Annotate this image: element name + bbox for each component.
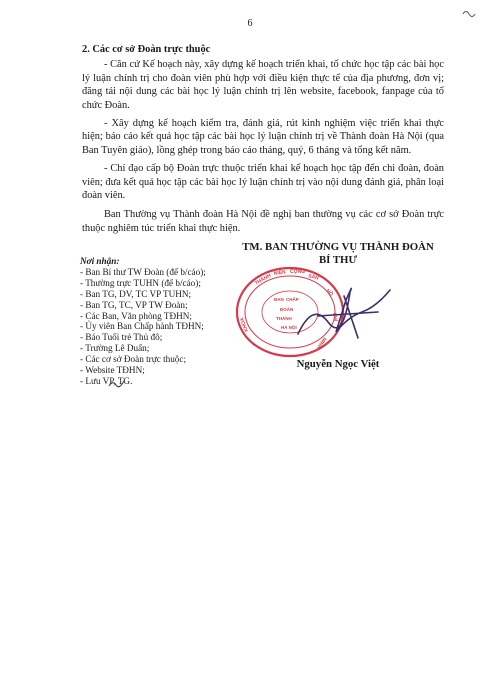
paragraph-2: - Xây dựng kế hoạch kiểm tra, đánh giá, rút kinh nghiệm việc triển khai thực hiện; báo cáo kết quả học tập các bài học lý luận chính trị về Thành đoàn Hà Nội (qua Ban Tuyên giáo), lồng ghép trong báo cáo tháng, quý, 6 tháng và tổng kết năm.	[82, 118, 444, 156]
signature-org: TM. BAN THƯỜNG VỤ THÀNH ĐOÀN	[242, 241, 434, 253]
svg-text:SẢN: SẢN	[307, 273, 320, 282]
svg-text:BAN: BAN	[274, 297, 284, 302]
paragraph-3: - Chỉ đạo cấp bộ Đoàn trực thuộc triển khai kế hoạch học tập đến chi đoàn, đoàn viên; đưa kết quả học tập các bài học lý luận chính trị vào nội dung đánh giá, phân loại đoàn viên.	[82, 163, 444, 202]
signature-title: BÍ THƯ	[318, 254, 358, 266]
handwritten-signature-icon	[258, 272, 408, 352]
svg-text:THÀNH: THÀNH	[254, 272, 273, 287]
signature-block	[228, 241, 448, 267]
svg-text:THÀNH: THÀNH	[276, 316, 292, 321]
recipient-item: - Ủy viên Ban Chấp hành TĐHN;	[80, 321, 204, 332]
section-body	[82, 43, 444, 240]
recipient-item: - Website TĐHN;	[80, 365, 145, 376]
recipient-item: - Ban TG, TC, VP TW Đoàn;	[80, 299, 188, 310]
recipients-label: Nơi nhận:	[80, 256, 120, 266]
svg-text:ĐOÀN: ĐOÀN	[280, 307, 294, 312]
initial-mark-icon	[108, 378, 126, 390]
svg-text:CỘNG: CỘNG	[290, 269, 305, 275]
recipient-item: - Các Ban, Văn phòng TĐHN;	[80, 310, 192, 321]
recipient-item: - Lưu VP, TG.	[80, 375, 133, 386]
scan-mark-icon	[462, 8, 476, 20]
recipient-item: - Trường Lê Duẩn;	[80, 343, 150, 354]
recipient-item: - Các cơ sở Đoàn trực thuộc;	[80, 354, 187, 365]
recipient-item: - Ban Bí thư TW Đoàn (để b/cáo);	[80, 266, 206, 277]
page-number: 6	[247, 18, 253, 29]
svg-text:NIÊN: NIÊN	[273, 269, 287, 277]
recipient-item: - Báo Tuổi trẻ Thủ đô;	[80, 332, 163, 343]
svg-text:CHẤP: CHẤP	[286, 297, 299, 302]
svg-text:KHOA: KHOA	[239, 316, 250, 333]
closing-paragraph: Ban Thường vụ Thành đoàn Hà Nội đề nghị ban thường vụ các cơ sở Đoàn trực thuộc nghiêm túc triển khai thực hiện.	[82, 209, 444, 234]
paragraph-1: - Căn cứ Kế hoạch này, xây dựng kế hoạch triển khai, tổ chức học tập các bài học lý luận chính trị cho đoàn viên phù hợp với điều kiện thực tế của địa phương, đơn vị; đăng tải nội dung các bài học lý luận chính trị lên website, facebook, fanpage của tổ chức Đoàn.	[82, 59, 444, 111]
signer-name: Nguyễn Ngọc Việt	[296, 358, 380, 370]
recipient-item: - Thường trực TUHN (để b/cáo);	[80, 277, 201, 288]
svg-text:CHÍ: CHÍ	[331, 312, 339, 322]
svg-text:HÀ NỘI: HÀ NỘI	[281, 325, 297, 330]
svg-text:MINH: MINH	[315, 335, 328, 350]
recipient-item: - Ban TG, DV, TC VP TUHN;	[80, 288, 192, 299]
svg-text:HỒ: HỒ	[324, 288, 335, 298]
section-heading: 2. Các cơ sở Đoàn trực thuộc	[82, 44, 211, 55]
